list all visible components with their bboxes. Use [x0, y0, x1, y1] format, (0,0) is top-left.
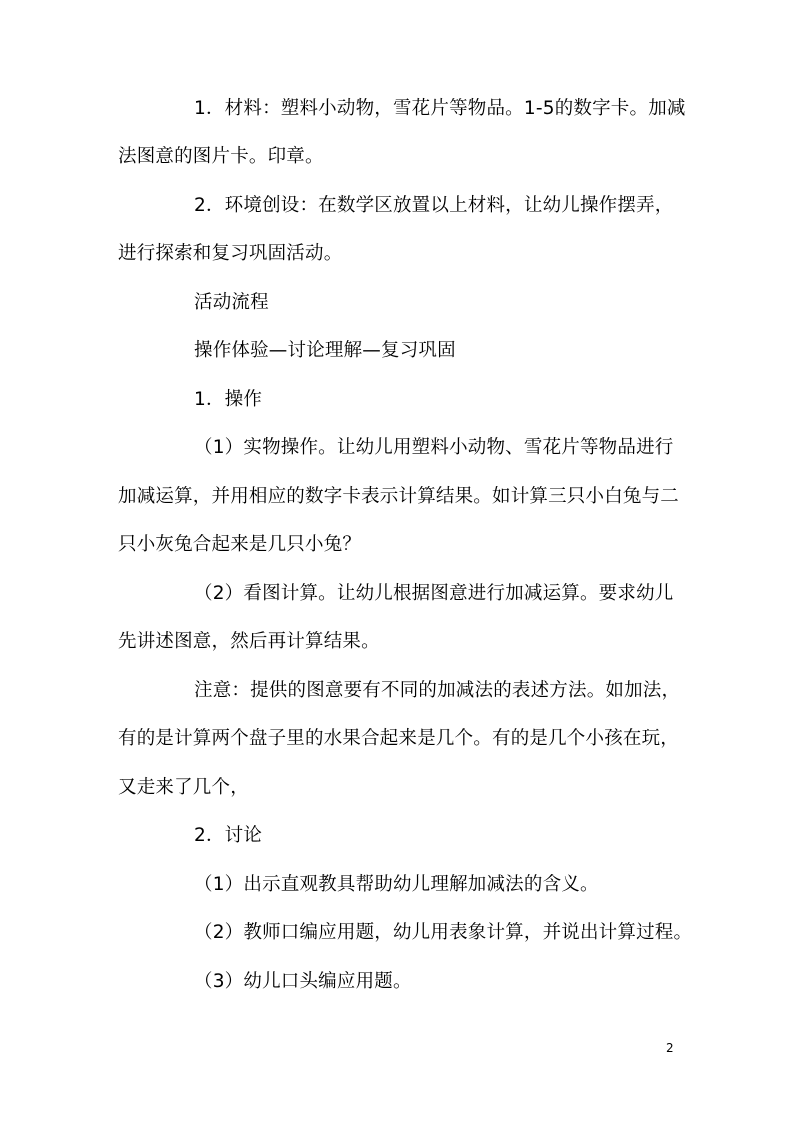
paragraph-picture-calculation-line-1: （2）看图计算。让幼儿根据图意进行加减运算。要求幼儿: [194, 583, 674, 604]
paragraph-note-line-3: 又走来了几个，: [118, 777, 249, 798]
paragraph-picture-calculation-line-2: 先讲述图意，然后再计算结果。: [118, 631, 380, 652]
discussion-item-2: （2）教师口编应用题，幼儿用表象计算，并说出计算过程。: [194, 922, 693, 943]
page-number: 2: [666, 1041, 674, 1055]
activity-flow-summary: 操作体验—讨论理解—复习巩固: [194, 340, 456, 361]
paragraph-note-line-2: 有的是计算两个盘子里的水果合起来是几个。有的是几个小孩在玩，: [118, 728, 680, 749]
subheading-discussion: 2．讨论: [194, 825, 263, 846]
discussion-item-1: （1）出示直观教具帮助幼儿理解加减法的含义。: [194, 874, 599, 895]
section-heading-activity-flow: 活动流程: [194, 292, 269, 313]
paragraph-materials-line-1: 1．材料：塑料小动物，雪花片等物品。1-5的数字卡。加减: [194, 98, 686, 119]
paragraph-environment-line-2: 进行探索和复习巩固活动。: [118, 243, 343, 264]
paragraph-physical-operation-line-2: 加减运算，并用相应的数字卡表示计算结果。如计算三只小白兔与二: [118, 486, 680, 507]
subheading-operation: 1．操作: [194, 389, 263, 410]
discussion-item-3: （3）幼儿口头编应用题。: [194, 971, 412, 992]
paragraph-physical-operation-line-3: 只小灰兔合起来是几只小兔？: [118, 534, 362, 555]
paragraph-physical-operation-line-1: （1）实物操作。让幼儿用塑料小动物、雪花片等物品进行: [194, 437, 674, 458]
paragraph-note-line-1: 注意：提供的图意要有不同的加减法的表述方法。如加法，: [194, 680, 681, 701]
paragraph-materials-line-2: 法图意的图片卡。印章。: [118, 146, 324, 167]
paragraph-environment-line-1: 2．环境创设：在数学区放置以上材料，让幼儿操作摆弄，: [194, 195, 674, 216]
